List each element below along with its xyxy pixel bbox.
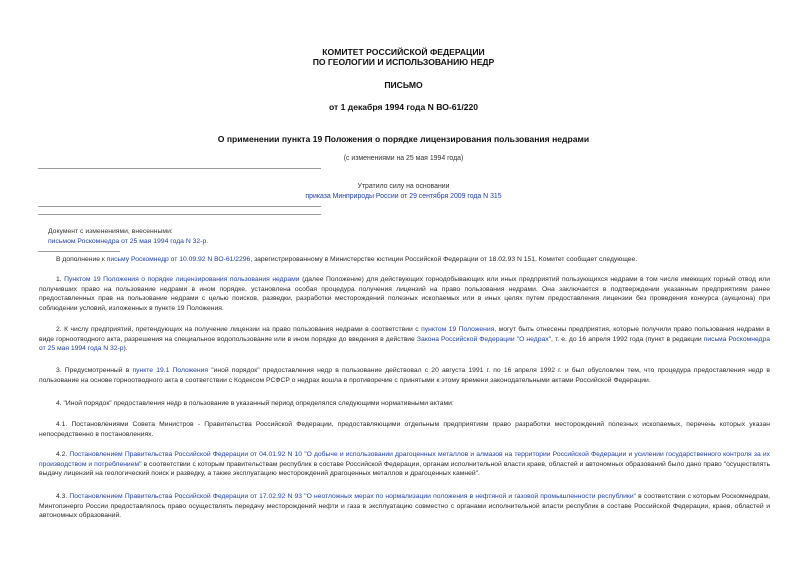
amendments-note: (с изменениями на 25 мая 1994 года) (343, 155, 464, 162)
divider (38, 168, 321, 169)
text: 3. Предусмотренный в (56, 367, 133, 374)
committee-line-1: КОМИТЕТ РОССИЙСКОЙ ФЕДЕРАЦИИ (322, 47, 485, 57)
divider (38, 206, 321, 207)
clause-19-1-link[interactable]: пункте 19.1 Положения (132, 367, 209, 374)
paragraph-intro (39, 255, 770, 265)
text: "иной порядок" предоставления недр в пользование действовал с 20 августа 1991 г. по 16 апреля 1992 г. и был обусловлен тем, что процедура предоставления недр в пользование на основе горноотводного акта в соответствии с Кодексом РСФСР о недрах вошла в противоречие с принятыми к этому времени законодательными актами Российской Федерации. (39, 367, 770, 384)
clause-19-link[interactable]: пунктом 19 Положения (421, 326, 495, 333)
paragraph-4-2 (39, 450, 770, 479)
committee-line-2: ПО ГЕОЛОГИИ И ИСПОЛЬЗОВАНИЮ НЕДР (312, 57, 495, 67)
letter-link[interactable]: письму Роскомнедр от 10.09.92 N ВО-61/2296 (106, 256, 251, 263)
doc-title: О применении пункта 19 Положения о порядке лицензирования пользования недрами (217, 134, 590, 144)
text: , т. е. до 16 апреля 1992 года (пункт в редакции (550, 335, 704, 343)
resolution-93-link[interactable]: Постановлением Правительства Российской Федерации от 17.02.92 N 93 "О неотложных мерах по нормализации положения в нефтяной и газовой промышленности республики" (69, 493, 637, 500)
edition-note-link[interactable]: письмом Роскомнедра от 25 мая 1994 года N 32-р. (48, 238, 209, 245)
doc-type: ПИСЬМО (384, 80, 423, 90)
text: 1. (56, 276, 65, 283)
divider (38, 214, 321, 215)
text: (далее Положение) для действующих горнодобывающих или иных предприятий пользующихся недрами в том числе имеющих горный отвод или получивших право на пользование недрами в ином порядке, установлена особая процедура получения лицензий на право пользования недрами. Она заключается в подтверждении указанным предприятиям ранее предоставленных прав на пользование недрами с целью поисков, разведки, разработки месторождений полезных ископаемых или в иных целях путем предоставления лицензии без проведения конкурса (аукциона) при соблюдении условий, изложенных в пункте 19 Положения. (39, 276, 770, 312)
divider (38, 251, 120, 252)
status-line: Утратило силу на основании (357, 183, 450, 190)
paragraph-2 (39, 325, 770, 354)
text: , зарегистрированному в Министерстве юстиции Российской Федерации от 18.02.93 N 151, Комитет сообщает следующее. (250, 256, 638, 263)
text: в соответствии с которым правительствам республик в составе Российской Федерации, органам исполнительной власти краев, областей и автономных образований было дано право "осуществлять выдачу лицензий на геологический поиск и разведку, а также эксплуатацию месторождений драгоценных металлов и драгоценных камней". (39, 460, 770, 478)
edition-note-text: Документ с изменениями, внесенными: (48, 228, 173, 235)
resolution-10-link[interactable]: Постановлением Правительства Российской Федерации от 04.01.92 N 10 "О добыче и использовании драгоценных металлов и алмазов на территории Российской Федерации и усилении государственного контроля за их производством и потреблением" (39, 451, 771, 468)
subsoil-law-link[interactable]: Закона Российской Федерации "О недрах" (416, 335, 551, 343)
text: 2. К числу предприятий, претендующих на получение лицензии на право пользования недрами в соответствии с (56, 326, 422, 333)
text: ). (123, 345, 128, 353)
paragraph-3 (39, 366, 770, 385)
text: , могут быть отнесены предприятия, которые получили право пользования недрами в виде горноотводного акта, разрешения на специальное водопользование или в ином порядке до введения в действие (39, 326, 770, 343)
paragraph-4-1 (39, 420, 770, 439)
committee-name (0, 47, 807, 67)
text: 4.2. (56, 451, 70, 458)
text: 4.1. Постановлениями Совета Министров - Правительства Российской Федерации, предоставляющими отдельным предприятиям право разработки месторождений полезных ископаемых, перечень которых указан непосредственно в постановлениях. (39, 421, 770, 438)
doc-date-number: от 1 декабря 1994 года N ВО-61/220 (328, 102, 479, 112)
paragraph-4 (39, 399, 770, 409)
repeal-order-link[interactable]: приказа Минприроды России от 29 сентября 2009 года N 315 (305, 193, 502, 200)
status-link-wrap (0, 193, 807, 200)
paragraph-1 (39, 275, 770, 313)
text: 4. "Иной порядок" предоставления недр в пользование в указанный период определялся следующими нормативными актами: (56, 400, 454, 407)
text: 4.3. (56, 493, 70, 500)
edition-note (48, 227, 208, 247)
text: В дополнение к (56, 256, 107, 263)
text: в соответствии с которым Роскомнедрам, Минтопэнерго России предоставлялось право осуществлять передачу месторождений нефти и газа в эксплуатацию совместно с органами исполнительной власти республик в составе Российской Федерации, краев, областей и автономных образований. (39, 493, 770, 520)
paragraph-4-3 (39, 492, 770, 521)
regulation-link[interactable]: Пунктом 19 Положения о порядке лицензирования пользования недрами (64, 276, 300, 283)
amendment-letter-link[interactable]: письма Роскомнедра от 25 мая 1994 года N 32-р (39, 335, 771, 353)
